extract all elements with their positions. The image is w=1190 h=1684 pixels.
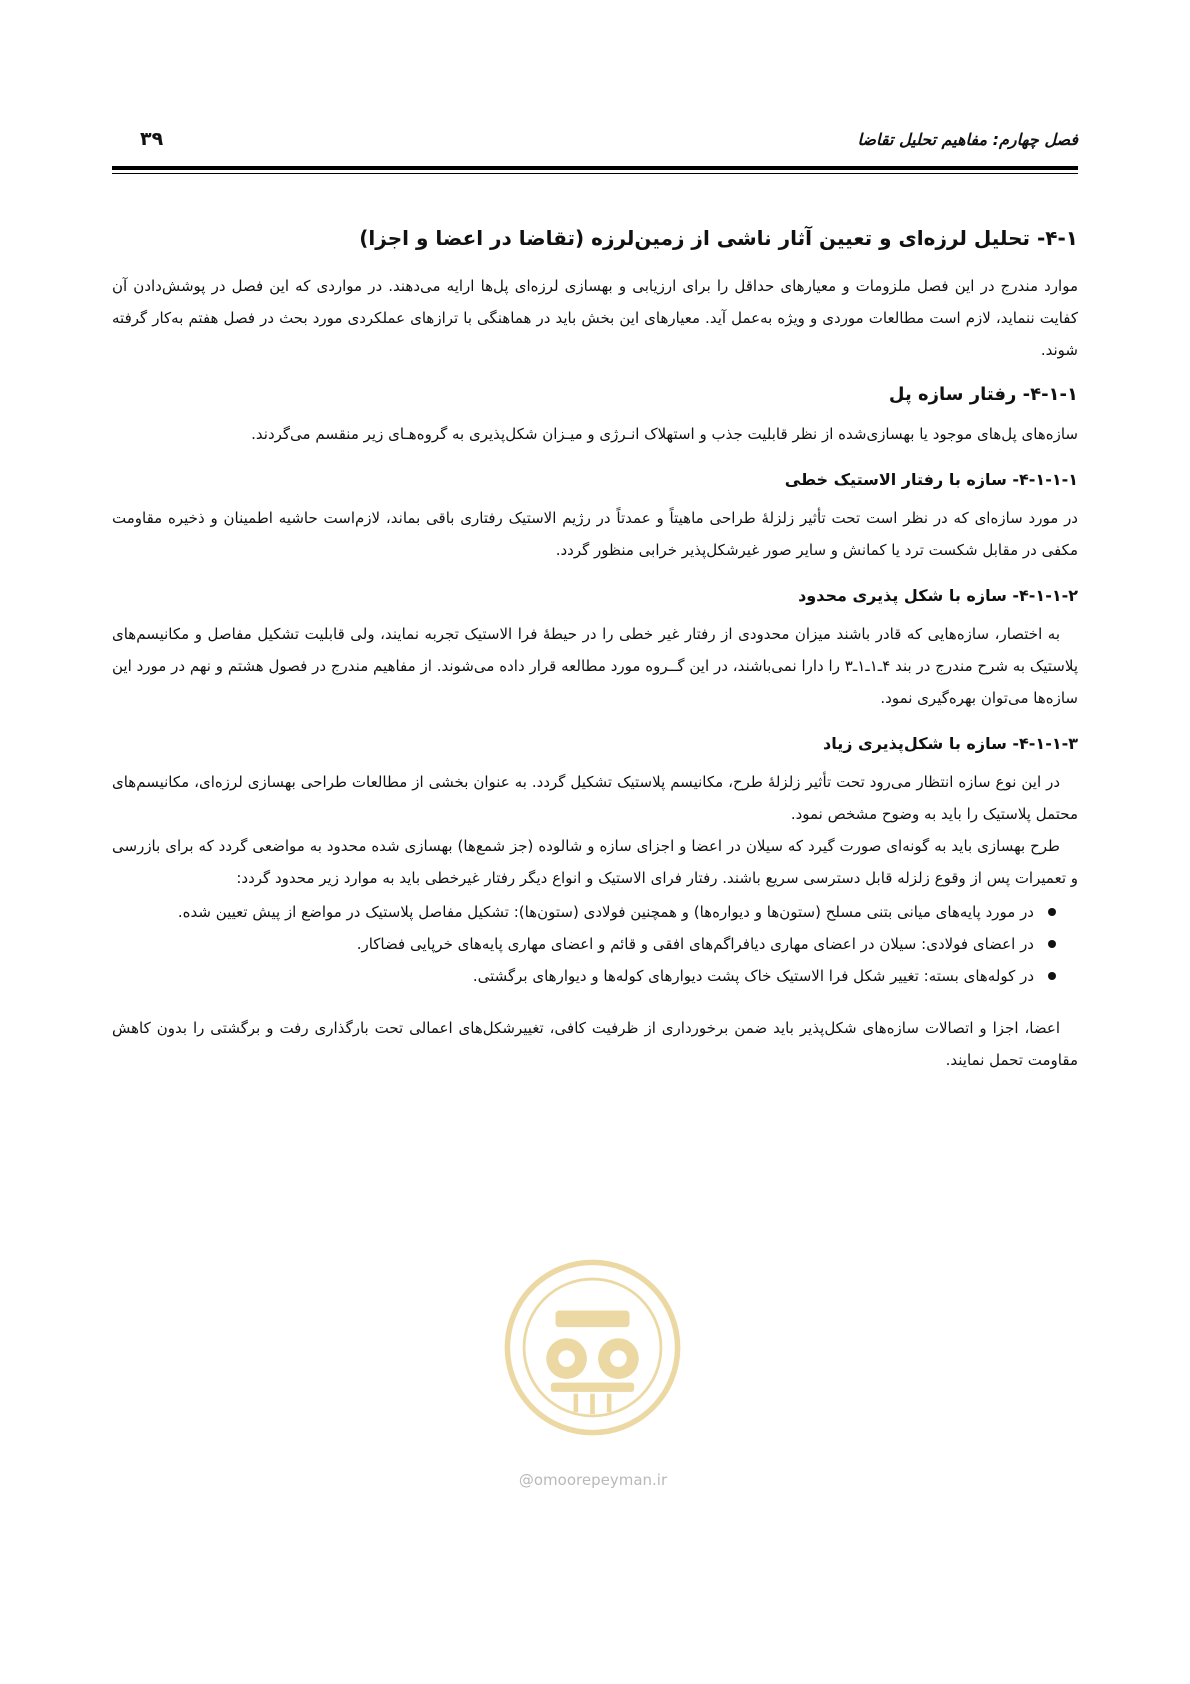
bullet-item xyxy=(112,928,1056,960)
bullet-text: در کوله‌های بسته: تغییر شکل فرا الاستیک خاک پشت دیوارهای کوله‌ها و دیوارهای برگشتی. xyxy=(472,967,1034,985)
item2-paragraph: به اختصار، سازه‌هایی که قادر باشند میزان محدودی از رفتار غیر خطی را در حیطهٔ فرا الاستیک تجربه نمایند، ولی قابلیت تشکیل مفاصل و مکانیسم‌های پلاستیک به شرح مندرج در بند ۴ـ۱ـ۱ـ۳ را دارا نمی‌باشند، در این گــروه مورد مطالعه قرار داده می‌شوند. از مفاهیم مندرج در فصول هشتم و نهم در مورد این سازه‌ها می‌توان بهره‌گیری نمود. xyxy=(112,625,1079,707)
subsection-intro-paragraph: سازه‌های پل‌های موجود یا بهسازی‌شده از نظر قابلیت جذب و استهلاک انـرژی و میـزان شکل‌پذیری به گروه‌هـای زیر منقسم می‌گردند. xyxy=(251,425,1078,443)
bullet-list xyxy=(112,896,1078,992)
bullet-item xyxy=(112,896,1056,928)
header-rule-thin xyxy=(112,173,1078,174)
running-header xyxy=(112,128,1078,160)
bullet-text: در مورد پایه‌های میانی بتنی مسلح (ستون‌ها و دیواره‌ها) و همچنین فولادی (ستون‌ها): تشکیل مفاصل پلاستیک در مواضع از پیش تعیین شده. xyxy=(177,903,1034,921)
chapter-title: فصل چهارم: مفاهیم تحلیل تقاضا xyxy=(857,130,1078,149)
page-number: ۳۹ xyxy=(140,128,164,150)
header-rule-thick xyxy=(112,166,1078,170)
subsection-heading: ۴-۱-۱- رفتار سازه پل xyxy=(888,384,1078,405)
item3-paragraph-1: در این نوع سازه انتظار می‌رود تحت تأثیر زلزلهٔ طرح، مکانیسم پلاستیک تشکیل گردد. به عنوان بخشی از مطالعات طراحی بهسازی لرزه‌ای، مکانیسم‌های محتمل پلاستیک را باید به وضوح مشخص نمود. xyxy=(112,773,1078,823)
item3-paragraph-2: طرح بهسازی باید به گونه‌ای صورت گیرد که سیلان در اعضا و اجزای سازه و شالوده (جز شمع‌ها) بهسازی شده محدود به مواضعی گردد که برای بازرسی و تعمیرات پس از وقوع زلزله قابل دسترسی سریع باشند. رفتار فرای الاستیک و انواع دیگر رفتار غیرخطی باید به موارد زیر محدود گردد: xyxy=(112,837,1078,887)
bullet-dot-icon xyxy=(1048,972,1056,980)
bullet-item xyxy=(112,960,1056,992)
item2-heading: ۴-۱-۱-۲- سازه با شکل پذیری محدود xyxy=(798,586,1078,605)
item1-paragraph: در مورد سازه‌ای که در نظر است تحت تأثیر زلزلهٔ طراحی ماهیتاً و عمدتاً در رژیم الاستیک رفتاری باقی بماند، لازم‌است حاشیه اطمینان و ذخیره مقاومت مکفی در مقابل شکست ترد یا کمانش و سایر صور غیرشکل‌پذیر خرابی منظور گردد. xyxy=(112,509,1078,559)
item1-heading: ۴-۱-۱-۱- سازه با رفتار الاستیک خطی xyxy=(784,470,1078,489)
watermark-site-text: @omoorepeyman.ir xyxy=(518,1471,668,1489)
watermark-seal-icon xyxy=(500,1255,685,1440)
bullet-text: در اعضای فولادی: سیلان در اعضای مهاری دیافراگم‌های افقی و قائم و اعضای مهاری پایه‌های خرپایی فضاکار. xyxy=(356,935,1034,953)
bullet-dot-icon xyxy=(1048,908,1056,916)
item3-closing-paragraph: اعضا، اجزا و اتصالات سازه‌های شکل‌پذیر باید ضمن برخورداری از ظرفیت کافی، تغییرشکل‌های اعمالی تحت بارگذاری رفت و برگشتی را بدون کاهش مقاومت تحمل نمایند. xyxy=(112,1019,1078,1069)
section-intro-paragraph: موارد مندرج در این فصل ملزومات و معیارهای حداقل را برای ارزیابی و بهسازی لرزه‌ای پل‌ها ارایه می‌دهند. در مواردی که این فصل در پوشش‌دادن آن کفایت ننماید، لازم است مطالعات موردی و ویژه به‌عمل آید. معیارهای این بخش باید در هماهنگی با ترازهای عملکردی مورد بحث در فصل هفتم به‌کار گرفته شوند. xyxy=(112,277,1078,359)
section-heading: ۴-۱- تحلیل لرزه‌ای و تعیین آثار ناشی از زمین‌لرزه (تقاضا در اعضا و اجزا) xyxy=(359,226,1078,250)
item3-heading: ۴-۱-۱-۳- سازه با شکل‌پذیری زیاد xyxy=(823,734,1078,753)
page-body xyxy=(112,222,1078,1076)
bullet-dot-icon xyxy=(1048,940,1056,948)
